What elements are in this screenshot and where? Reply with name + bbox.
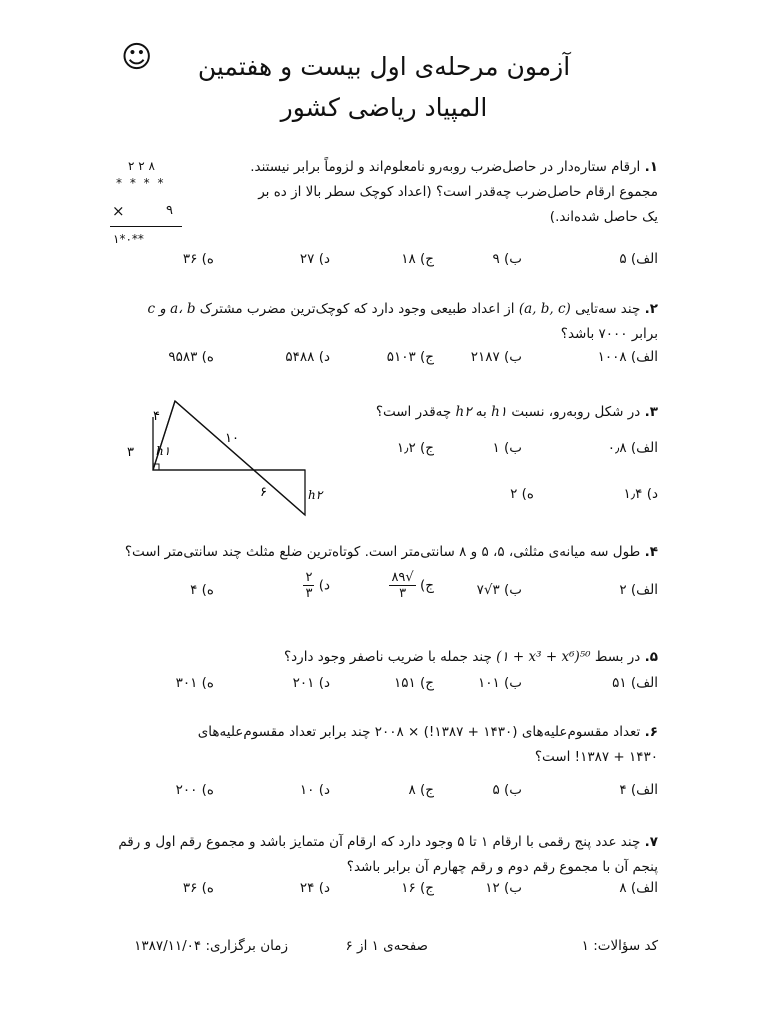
question-text: در بسط bbox=[594, 649, 641, 665]
mult-row-1: * * * * bbox=[116, 176, 166, 190]
question-text: تعداد مقسوم‌علیه‌های (۱۴۳۰ + ۱۳۸۷!) × ۲۰۰۸ چند برابر تعداد مقسوم‌علیه‌های bbox=[197, 724, 641, 740]
option-b: ب) ۱ bbox=[492, 440, 522, 456]
option-d: د) ۲۰۱ bbox=[292, 675, 330, 691]
question-7 bbox=[118, 830, 658, 880]
option-e: ه) ۳۶ bbox=[182, 880, 214, 896]
option-c bbox=[389, 570, 434, 601]
denominator: ۳ bbox=[305, 586, 313, 601]
mult-carry-row: ۲ ۲ ۸ bbox=[128, 159, 155, 173]
numerator: ۲ bbox=[305, 570, 313, 585]
option-a: الف) ۵ bbox=[619, 251, 658, 267]
question-text: در شکل روبه‌رو، نسبت bbox=[511, 404, 641, 420]
option-b: ب) ۱۲ bbox=[485, 880, 522, 896]
question-number: ۱. bbox=[644, 159, 658, 175]
option-d: د) ۵۴۸۸ bbox=[285, 349, 330, 365]
option-e: ه) ۲ bbox=[510, 486, 534, 502]
option-value: ۳√۷ bbox=[476, 582, 500, 598]
option-b: ب) ۹ bbox=[492, 251, 522, 267]
option-label: ب) bbox=[504, 582, 522, 598]
option-c: ج) ۱۸ bbox=[401, 251, 434, 267]
mult-row-2: ۹ bbox=[166, 203, 173, 218]
math-expression: (۱ + x³ + x⁶)⁵⁰ bbox=[496, 649, 591, 665]
option-e: ه) ۳۶ bbox=[182, 251, 214, 267]
option-c: ج) ۱٫۲ bbox=[396, 440, 434, 456]
question-3 bbox=[376, 400, 658, 425]
option-e: ه) ۴ bbox=[190, 582, 214, 598]
question-text: یک حاصل شده‌اند.) bbox=[549, 209, 658, 225]
option-b: ب) ۲۱۸۷ bbox=[470, 349, 522, 365]
option-e: ه) ۹۵۸۳ bbox=[168, 349, 214, 365]
question-text: ۱۴۳۰ + ۱۳۸۷! است؟ bbox=[534, 749, 658, 765]
option-d: د) ۱۰ bbox=[299, 782, 330, 798]
figure-outline bbox=[153, 401, 305, 515]
label-4: ۴ bbox=[153, 409, 160, 424]
option-label: د) bbox=[318, 577, 330, 594]
option-e: ه) ۳۰۱ bbox=[175, 675, 214, 691]
question-text: به bbox=[475, 404, 487, 420]
numerator: √۸۹ bbox=[391, 570, 414, 585]
footer-page-number: صفحه‌ی ۱ از ۶ bbox=[345, 938, 428, 954]
question-1 bbox=[250, 155, 658, 230]
label-10: ۱۰ bbox=[225, 431, 239, 446]
question-number: ۲. bbox=[644, 301, 658, 317]
smiley-icon: ☺ bbox=[121, 40, 153, 75]
option-a: الف) ۰٫۸ bbox=[607, 440, 658, 456]
question-number: ۳. bbox=[644, 404, 658, 420]
option-c: ج) ۱۵۱ bbox=[393, 675, 434, 691]
question-text: چه‌قدر است؟ bbox=[375, 404, 452, 420]
question-4 bbox=[125, 540, 658, 565]
footer-code: کد سؤالات: ۱ bbox=[581, 938, 658, 954]
option-c: ج) ۱۶ bbox=[401, 880, 434, 896]
question-text: چند سه‌تایی bbox=[575, 301, 641, 317]
question-text: برابر ۷۰۰۰ باشد؟ bbox=[560, 326, 658, 342]
math-vars: a، b و c bbox=[147, 301, 196, 317]
option-a: الف) ۱۰۰۸ bbox=[597, 349, 658, 365]
option-b: ب) ۱۰۱ bbox=[477, 675, 522, 691]
question-number: ۴. bbox=[644, 544, 658, 560]
option-a: الف) ۸ bbox=[619, 880, 658, 896]
option-a: الف) ۲ bbox=[619, 582, 658, 598]
option-d: د) ۱٫۴ bbox=[623, 486, 658, 502]
question-6 bbox=[198, 720, 658, 770]
h1-symbol: h۱ bbox=[491, 404, 508, 420]
question-5 bbox=[284, 645, 658, 670]
multiply-sign: × bbox=[112, 202, 125, 220]
page-title: آزمون مرحله‌ی اول بیست و هفتمین bbox=[197, 52, 571, 81]
denominator: ۳ bbox=[399, 586, 407, 601]
question-text: پنجم آن با مجموع رقم دوم و رقم چهارم آن برابر باشد؟ bbox=[346, 859, 658, 875]
question-text: ارقام ستاره‌دار در حاصل‌ضرب روبه‌رو نامعلوم‌اند و لزوماً برابر نیستند. bbox=[250, 159, 641, 175]
option-e: ه) ۲۰۰ bbox=[175, 782, 214, 798]
label-6: ۶ bbox=[260, 485, 267, 500]
option-a: الف) ۴ bbox=[619, 782, 658, 798]
option-c: ج) ۸ bbox=[408, 782, 434, 798]
label-3: ۳ bbox=[127, 445, 134, 460]
mult-result: ۱*۰** bbox=[113, 232, 144, 246]
question-number: ۵. bbox=[644, 649, 658, 665]
label-h2: h۲ bbox=[308, 488, 323, 502]
footer-date: زمان برگزاری: ۱۳۸۷/۱۱/۰۴ bbox=[134, 938, 288, 954]
triangle-figure bbox=[115, 395, 325, 525]
option-b: ب) ۵ bbox=[492, 782, 522, 798]
question-text: چند جمله با ضریب ناصفر وجود دارد؟ bbox=[284, 649, 492, 665]
question-text: طول سه میانه‌ی مثلثی، ۵، ۵ و ۸ سانتی‌متر است. کوتاه‌ترین ضلع مثلث چند سانتی‌متر است؟ bbox=[124, 544, 641, 560]
label-h1: h۱ bbox=[156, 444, 171, 458]
option-d: د) ۲۴ bbox=[299, 880, 330, 896]
h2-symbol: h۲ bbox=[455, 404, 472, 420]
option-c: ج) ۵۱۰۳ bbox=[386, 349, 434, 365]
question-text: از اعداد طبیعی وجود دارد که کوچک‌ترین مضرب مشترک bbox=[199, 301, 515, 317]
page-subtitle: المپیاد ریاضی کشور bbox=[280, 93, 488, 122]
fraction bbox=[389, 570, 415, 601]
mult-line bbox=[110, 226, 182, 227]
option-d: د) ۲۷ bbox=[299, 251, 330, 267]
option-b bbox=[477, 582, 522, 598]
diagonal-line bbox=[175, 401, 305, 515]
option-label: ج) bbox=[420, 577, 434, 594]
question-number: ۶. bbox=[644, 724, 658, 740]
question-text: مجموع ارقام حاصل‌ضرب چه‌قدر است؟ (اعداد کوچک سطر بالا از ده بر bbox=[258, 184, 658, 200]
fraction bbox=[303, 570, 314, 601]
option-d bbox=[303, 570, 330, 601]
question-text: چند عدد پنج رقمی با ارقام ۱ تا ۵ وجود دارد که ارقام آن متمایز باشد و مجموع رقم اول و رقم bbox=[118, 834, 641, 850]
option-a: الف) ۵۱ bbox=[612, 675, 658, 691]
question-number: ۷. bbox=[644, 834, 658, 850]
math-triple: (a, b, c) bbox=[518, 301, 571, 317]
question-2 bbox=[147, 297, 658, 347]
